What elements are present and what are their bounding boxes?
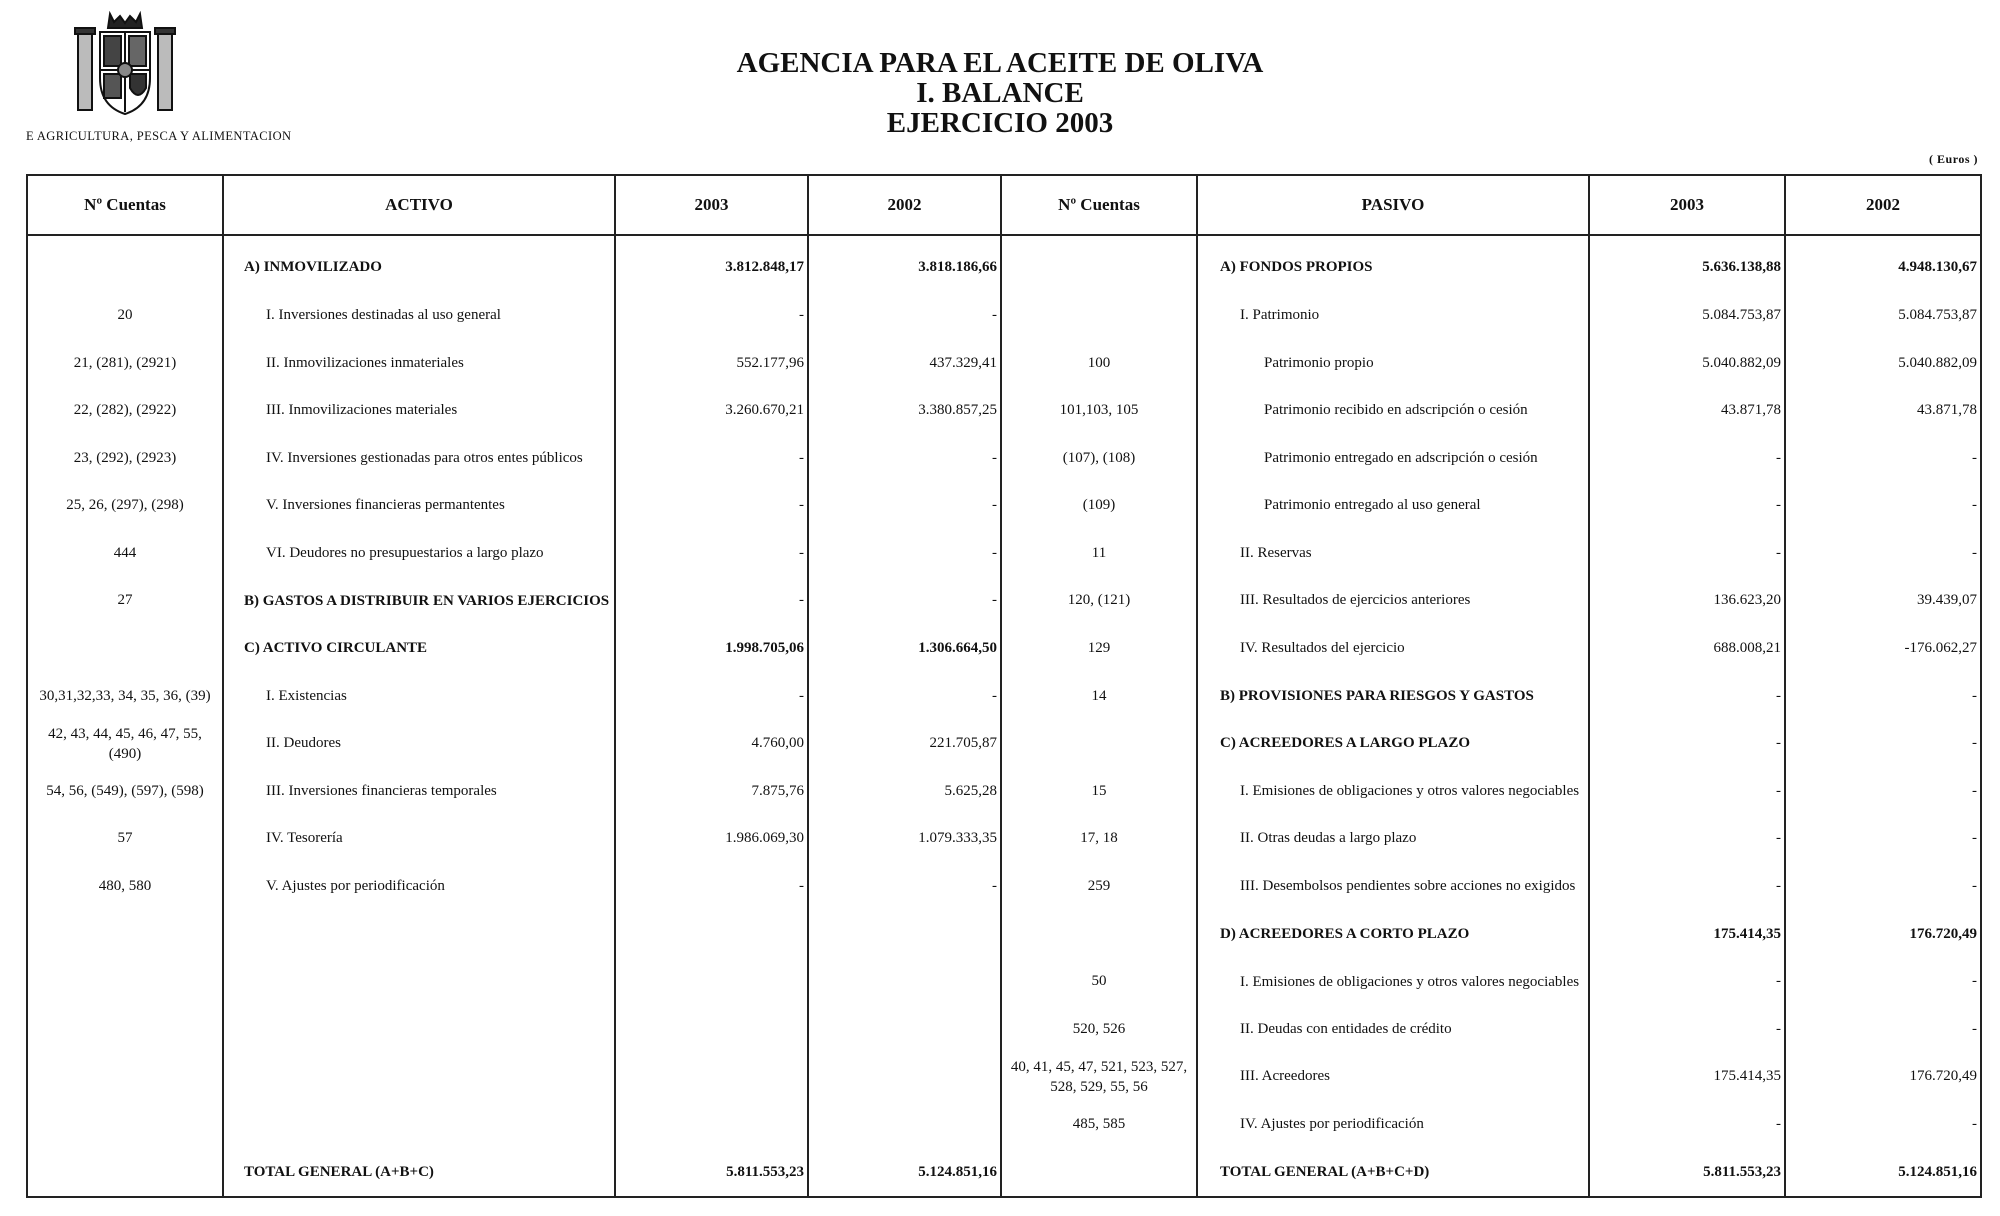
pasivo-2002: - bbox=[1785, 958, 1981, 1006]
table-row bbox=[27, 863, 1981, 911]
activo-label: I. Existencias bbox=[223, 672, 615, 720]
activo-2003: 4.760,00 bbox=[615, 720, 808, 768]
activo-accounts: 20 bbox=[27, 292, 223, 340]
pasivo-accounts: 100 bbox=[1001, 339, 1197, 387]
activo-label: II. Inmovilizaciones inmateriales bbox=[223, 339, 615, 387]
pasivo-2003: - bbox=[1589, 863, 1785, 911]
col-header-activo-2003: 2003 bbox=[615, 175, 808, 235]
pasivo-accounts bbox=[1001, 910, 1197, 958]
pasivo-accounts: 129 bbox=[1001, 625, 1197, 673]
pasivo-accounts: 120, (121) bbox=[1001, 577, 1197, 625]
pasivo-accounts: 17, 18 bbox=[1001, 815, 1197, 863]
pasivo-2002: - bbox=[1785, 1005, 1981, 1053]
activo-2002: - bbox=[808, 672, 1001, 720]
pasivo-accounts: 259 bbox=[1001, 863, 1197, 911]
table-row bbox=[27, 625, 1981, 673]
activo-2003: 1.998.705,06 bbox=[615, 625, 808, 673]
table-header-row bbox=[27, 175, 1981, 235]
activo-accounts: 480, 580 bbox=[27, 863, 223, 911]
activo-accounts: 57 bbox=[27, 815, 223, 863]
pasivo-2003: - bbox=[1589, 815, 1785, 863]
pasivo-2002: 176.720,49 bbox=[1785, 1053, 1981, 1101]
pasivo-total-label: TOTAL GENERAL (A+B+C+D) bbox=[1197, 1148, 1589, 1197]
activo-label: IV. Tesorería bbox=[223, 815, 615, 863]
pasivo-accounts: 40, 41, 45, 47, 521, 523, 527, 528, 529, 55, 56 bbox=[1001, 1053, 1197, 1101]
pasivo-label: II. Reservas bbox=[1197, 530, 1589, 578]
activo-label: II. Deudores bbox=[223, 720, 615, 768]
pasivo-total-2003: 5.811.553,23 bbox=[1589, 1148, 1785, 1197]
activo-2003: - bbox=[615, 530, 808, 578]
activo-label: C) ACTIVO CIRCULANTE bbox=[223, 625, 615, 673]
pasivo-2003: - bbox=[1589, 482, 1785, 530]
activo-2002: - bbox=[808, 577, 1001, 625]
pasivo-label: Patrimonio recibido en adscripción o cesión bbox=[1197, 387, 1589, 435]
pasivo-2003: - bbox=[1589, 958, 1785, 1006]
activo-2002: 5.625,28 bbox=[808, 767, 1001, 815]
activo-label: A) INMOVILIZADO bbox=[223, 235, 615, 292]
activo-label bbox=[223, 1005, 615, 1053]
activo-label: IV. Inversiones gestionadas para otros entes públicos bbox=[223, 434, 615, 482]
pasivo-accounts: 15 bbox=[1001, 767, 1197, 815]
activo-2003: - bbox=[615, 292, 808, 340]
activo-2002: - bbox=[808, 482, 1001, 530]
activo-accounts: 23, (292), (2923) bbox=[27, 434, 223, 482]
pasivo-2002: - bbox=[1785, 815, 1981, 863]
table-row bbox=[27, 482, 1981, 530]
pasivo-label: C) ACREEDORES A LARGO PLAZO bbox=[1197, 720, 1589, 768]
activo-2002: 221.705,87 bbox=[808, 720, 1001, 768]
activo-2002: 1.306.664,50 bbox=[808, 625, 1001, 673]
pasivo-accounts bbox=[1001, 1148, 1197, 1197]
activo-2003: 1.986.069,30 bbox=[615, 815, 808, 863]
activo-2003: 552.177,96 bbox=[615, 339, 808, 387]
pasivo-label: I. Emisiones de obligaciones y otros valores negociables bbox=[1197, 958, 1589, 1006]
pasivo-2003: 43.871,78 bbox=[1589, 387, 1785, 435]
activo-2002 bbox=[808, 1005, 1001, 1053]
pasivo-2003: 5.636.138,88 bbox=[1589, 235, 1785, 292]
pasivo-2003: - bbox=[1589, 1101, 1785, 1149]
activo-accounts bbox=[27, 1005, 223, 1053]
pasivo-accounts: (109) bbox=[1001, 482, 1197, 530]
pasivo-label: Patrimonio entregado al uso general bbox=[1197, 482, 1589, 530]
activo-label bbox=[223, 1053, 615, 1101]
pasivo-2002: 39.439,07 bbox=[1785, 577, 1981, 625]
pasivo-label: Patrimonio propio bbox=[1197, 339, 1589, 387]
balance-table bbox=[26, 174, 1982, 1198]
pasivo-label: IV. Resultados del ejercicio bbox=[1197, 625, 1589, 673]
pasivo-2002: 176.720,49 bbox=[1785, 910, 1981, 958]
activo-2002 bbox=[808, 1101, 1001, 1149]
activo-2002: 437.329,41 bbox=[808, 339, 1001, 387]
activo-label: III. Inversiones financieras temporales bbox=[223, 767, 615, 815]
activo-label: VI. Deudores no presupuestarios a largo plazo bbox=[223, 530, 615, 578]
pasivo-2003: 175.414,35 bbox=[1589, 1053, 1785, 1101]
activo-accounts bbox=[27, 910, 223, 958]
activo-accounts: 42, 43, 44, 45, 46, 47, 55, (490) bbox=[27, 720, 223, 768]
pasivo-2003: 5.084.753,87 bbox=[1589, 292, 1785, 340]
pasivo-2002: 43.871,78 bbox=[1785, 387, 1981, 435]
pasivo-2003: - bbox=[1589, 434, 1785, 482]
pasivo-label: A) FONDOS PROPIOS bbox=[1197, 235, 1589, 292]
table-row bbox=[27, 235, 1981, 292]
table-row bbox=[27, 1101, 1981, 1149]
activo-2003: 3.260.670,21 bbox=[615, 387, 808, 435]
activo-2003: - bbox=[615, 672, 808, 720]
pasivo-label: I. Emisiones de obligaciones y otros valores negociables bbox=[1197, 767, 1589, 815]
activo-2002: 3.380.857,25 bbox=[808, 387, 1001, 435]
pasivo-accounts bbox=[1001, 720, 1197, 768]
col-header-accounts: Nº Cuentas bbox=[27, 175, 223, 235]
agency-title: AGENCIA PARA EL ACEITE DE OLIVA bbox=[736, 47, 1264, 79]
table-row bbox=[27, 339, 1981, 387]
pasivo-accounts: 11 bbox=[1001, 530, 1197, 578]
pasivo-2003: - bbox=[1589, 530, 1785, 578]
pasivo-total-2002: 5.124.851,16 bbox=[1785, 1148, 1981, 1197]
activo-accounts bbox=[27, 1101, 223, 1149]
activo-2003 bbox=[615, 1053, 808, 1101]
table-row bbox=[27, 434, 1981, 482]
table-row bbox=[27, 387, 1981, 435]
table-row bbox=[27, 1053, 1981, 1101]
section-title: I. BALANCE bbox=[916, 77, 1084, 109]
currency-label: ( Euros ) bbox=[1929, 152, 1978, 166]
activo-label: I. Inversiones destinadas al uso general bbox=[223, 292, 615, 340]
table-row bbox=[27, 672, 1981, 720]
activo-accounts: 22, (282), (2922) bbox=[27, 387, 223, 435]
col-header-activo: ACTIVO bbox=[223, 175, 615, 235]
activo-2002: 3.818.186,66 bbox=[808, 235, 1001, 292]
pasivo-accounts: (107), (108) bbox=[1001, 434, 1197, 482]
activo-2003: 7.875,76 bbox=[615, 767, 808, 815]
pasivo-label: IV. Ajustes por periodificación bbox=[1197, 1101, 1589, 1149]
activo-2002: 1.079.333,35 bbox=[808, 815, 1001, 863]
pasivo-2002: -176.062,27 bbox=[1785, 625, 1981, 673]
activo-2003 bbox=[615, 1005, 808, 1053]
table-row-total bbox=[27, 1148, 1981, 1197]
activo-2003: - bbox=[615, 482, 808, 530]
activo-label: B) GASTOS A DISTRIBUIR EN VARIOS EJERCICIOS bbox=[223, 577, 615, 625]
activo-label: III. Inmovilizaciones materiales bbox=[223, 387, 615, 435]
activo-2002: - bbox=[808, 863, 1001, 911]
activo-2003: 3.812.848,17 bbox=[615, 235, 808, 292]
pasivo-2002: 5.040.882,09 bbox=[1785, 339, 1981, 387]
pasivo-accounts: 520, 526 bbox=[1001, 1005, 1197, 1053]
activo-accounts: 21, (281), (2921) bbox=[27, 339, 223, 387]
pasivo-2003: - bbox=[1589, 1005, 1785, 1053]
pasivo-2003: - bbox=[1589, 720, 1785, 768]
table-row bbox=[27, 1005, 1981, 1053]
table-row bbox=[27, 530, 1981, 578]
col-header-pasivo-accounts: Nº Cuentas bbox=[1001, 175, 1197, 235]
activo-accounts: 27 bbox=[27, 577, 223, 625]
col-header-activo-2002: 2002 bbox=[808, 175, 1001, 235]
activo-accounts: 54, 56, (549), (597), (598) bbox=[27, 767, 223, 815]
pasivo-2002: 5.084.753,87 bbox=[1785, 292, 1981, 340]
pasivo-2003: 136.623,20 bbox=[1589, 577, 1785, 625]
activo-2003: - bbox=[615, 863, 808, 911]
activo-accounts bbox=[27, 625, 223, 673]
pasivo-label: B) PROVISIONES PARA RIESGOS Y GASTOS bbox=[1197, 672, 1589, 720]
activo-2003 bbox=[615, 958, 808, 1006]
activo-2002: - bbox=[808, 530, 1001, 578]
pasivo-2002: - bbox=[1785, 530, 1981, 578]
activo-total-label: TOTAL GENERAL (A+B+C) bbox=[223, 1148, 615, 1197]
activo-label: V. Inversiones financieras permantentes bbox=[223, 482, 615, 530]
activo-2002: - bbox=[808, 434, 1001, 482]
activo-accounts: 25, 26, (297), (298) bbox=[27, 482, 223, 530]
fiscal-year-title: EJERCICIO 2003 bbox=[886, 107, 1114, 139]
table-row bbox=[27, 720, 1981, 768]
activo-accounts bbox=[27, 1148, 223, 1197]
pasivo-2002: 4.948.130,67 bbox=[1785, 235, 1981, 292]
pasivo-accounts: 14 bbox=[1001, 672, 1197, 720]
activo-2003: - bbox=[615, 434, 808, 482]
activo-accounts: 30,31,32,33, 34, 35, 36, (39) bbox=[27, 672, 223, 720]
pasivo-label: I. Patrimonio bbox=[1197, 292, 1589, 340]
pasivo-2002: - bbox=[1785, 482, 1981, 530]
activo-2003 bbox=[615, 910, 808, 958]
coat-of-arms-icon bbox=[70, 8, 180, 118]
activo-total-2002: 5.124.851,16 bbox=[808, 1148, 1001, 1197]
pasivo-2002: - bbox=[1785, 1101, 1981, 1149]
pasivo-2003: 688.008,21 bbox=[1589, 625, 1785, 673]
table-row bbox=[27, 815, 1981, 863]
col-header-pasivo: PASIVO bbox=[1197, 175, 1589, 235]
table-row bbox=[27, 577, 1981, 625]
ministry-name: E AGRICULTURA, PESCA Y ALIMENTACION bbox=[26, 129, 292, 143]
activo-accounts: 444 bbox=[27, 530, 223, 578]
pasivo-label: III. Acreedores bbox=[1197, 1053, 1589, 1101]
pasivo-2002: - bbox=[1785, 720, 1981, 768]
table-row bbox=[27, 292, 1981, 340]
activo-label: V. Ajustes por periodificación bbox=[223, 863, 615, 911]
pasivo-label: D) ACREEDORES A CORTO PLAZO bbox=[1197, 910, 1589, 958]
pasivo-label: Patrimonio entregado en adscripción o cesión bbox=[1197, 434, 1589, 482]
pasivo-2002: - bbox=[1785, 767, 1981, 815]
activo-total-2003: 5.811.553,23 bbox=[615, 1148, 808, 1197]
table-row bbox=[27, 910, 1981, 958]
pasivo-accounts bbox=[1001, 292, 1197, 340]
activo-label bbox=[223, 1101, 615, 1149]
pasivo-2002: - bbox=[1785, 672, 1981, 720]
pasivo-2003: 5.040.882,09 bbox=[1589, 339, 1785, 387]
col-header-pasivo-2003: 2003 bbox=[1589, 175, 1785, 235]
pasivo-2002: - bbox=[1785, 434, 1981, 482]
activo-2002: - bbox=[808, 292, 1001, 340]
activo-2003 bbox=[615, 1101, 808, 1149]
document-title bbox=[600, 48, 1400, 138]
activo-2002 bbox=[808, 958, 1001, 1006]
pasivo-label: III. Resultados de ejercicios anteriores bbox=[1197, 577, 1589, 625]
pasivo-label: III. Desembolsos pendientes sobre acciones no exigidos bbox=[1197, 863, 1589, 911]
activo-label bbox=[223, 910, 615, 958]
pasivo-label: II. Otras deudas a largo plazo bbox=[1197, 815, 1589, 863]
table-row bbox=[27, 958, 1981, 1006]
pasivo-accounts bbox=[1001, 235, 1197, 292]
pasivo-2003: - bbox=[1589, 767, 1785, 815]
pasivo-accounts: 50 bbox=[1001, 958, 1197, 1006]
pasivo-label: II. Deudas con entidades de crédito bbox=[1197, 1005, 1589, 1053]
activo-accounts bbox=[27, 958, 223, 1006]
activo-accounts bbox=[27, 235, 223, 292]
activo-2003: - bbox=[615, 577, 808, 625]
pasivo-2003: - bbox=[1589, 672, 1785, 720]
activo-2002 bbox=[808, 910, 1001, 958]
pasivo-2003: 175.414,35 bbox=[1589, 910, 1785, 958]
table-row bbox=[27, 767, 1981, 815]
pasivo-2002: - bbox=[1785, 863, 1981, 911]
pasivo-accounts: 485, 585 bbox=[1001, 1101, 1197, 1149]
col-header-pasivo-2002: 2002 bbox=[1785, 175, 1981, 235]
activo-accounts bbox=[27, 1053, 223, 1101]
activo-2002 bbox=[808, 1053, 1001, 1101]
pasivo-accounts: 101,103, 105 bbox=[1001, 387, 1197, 435]
activo-label bbox=[223, 958, 615, 1006]
